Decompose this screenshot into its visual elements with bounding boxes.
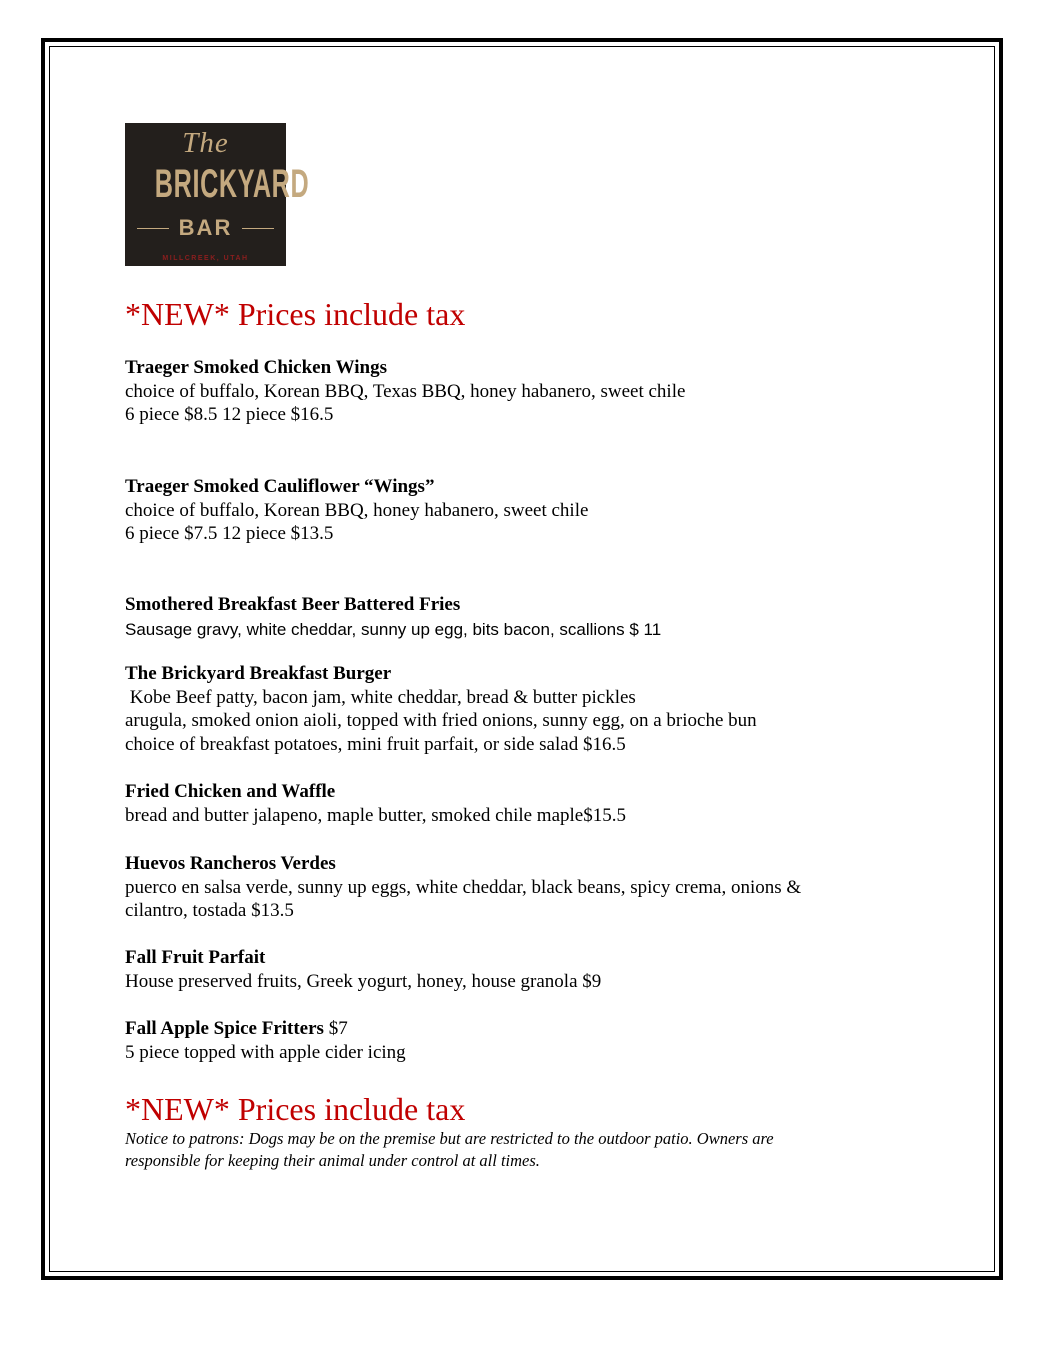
menu-item-name: Fall Fruit Parfait	[125, 947, 266, 968]
menu-item-description: choice of buffalo, Korean BBQ, Texas BBQ, honey habanero, sweet chile	[125, 380, 686, 402]
logo-bar-text: BAR	[178, 215, 233, 240]
logo-name-text: BRICKYARD	[154, 162, 310, 206]
logo-place-text: MILLCREEK, UTAH	[162, 255, 249, 262]
menu-item-price: 6 piece $7.5 12 piece $13.5	[125, 523, 334, 544]
menu-item-description: puerco en salsa verde, sunny up eggs, white cheddar, black beans, spicy crema, onions &	[125, 876, 802, 898]
menu-item-price: $7	[323, 1018, 348, 1039]
prices-heading-top: *NEW* Prices include tax	[125, 296, 466, 332]
menu-item-description: cilantro, tostada $13.5	[125, 900, 294, 921]
menu-item-chicken-waffle	[125, 780, 885, 827]
menu-item-name: Traeger Smoked Chicken Wings	[125, 357, 387, 378]
menu-item-description: bread and butter jalapeno, maple butter, smoked chile maple$15.5	[125, 804, 626, 826]
menu-item-apple-fritters	[125, 1017, 885, 1064]
menu-item-description: 5 piece topped with apple cider icing	[125, 1041, 406, 1063]
logo-script-text: The	[182, 127, 229, 159]
menu-item-description: choice of buffalo, Korean BBQ, honey habanero, sweet chile	[125, 499, 589, 521]
notice-line: Notice to patrons: Dogs may be on the premise but are restricted to the outdoor patio. Owners are	[125, 1129, 774, 1148]
menu-item-breakfast-burger	[125, 662, 885, 756]
menu-item-price: 6 piece $8.5 12 piece $16.5	[125, 404, 334, 425]
menu-item-name: The Brickyard Breakfast Burger	[125, 663, 392, 684]
menu-item-name: Huevos Rancheros Verdes	[125, 853, 336, 874]
menu-item-description: choice of breakfast potatoes, mini fruit parfait, or side salad $16.5	[125, 733, 626, 755]
menu-item-fruit-parfait	[125, 946, 885, 993]
patron-notice	[125, 1128, 885, 1172]
menu-item-description: Kobe Beef patty, bacon jam, white cheddar, bread & butter pickles	[125, 686, 636, 708]
menu-item-name: Fall Apple Spice Fritters	[125, 1018, 324, 1039]
menu-item-huevos-rancheros	[125, 852, 885, 923]
menu-item-description: House preserved fruits, Greek yogurt, honey, house granola $9	[125, 970, 602, 992]
logo-rule-left	[137, 228, 169, 229]
logo-rule-right	[242, 228, 274, 229]
prices-heading-bottom: *NEW* Prices include tax	[125, 1091, 466, 1127]
notice-line: responsible for keeping their animal under control at all times.	[125, 1151, 540, 1170]
menu-item-description: Sausage gravy, white cheddar, sunny up egg, bits bacon, scallions $ 11	[125, 619, 662, 639]
menu-item-cauliflower-wings	[125, 475, 885, 546]
menu-item-name: Fried Chicken and Waffle	[125, 781, 336, 802]
menu-item-name: Smothered Breakfast Beer Battered Fries	[125, 594, 461, 615]
menu-item-breakfast-fries	[125, 593, 885, 642]
brickyard-bar-logo	[125, 123, 310, 266]
menu-item-title-row	[125, 1017, 885, 1041]
menu-item-description: arugula, smoked onion aioli, topped with fried onions, sunny egg, on a brioche bun	[125, 710, 757, 731]
menu-item-name: Traeger Smoked Cauliflower “Wings”	[125, 476, 435, 497]
logo-bar-row	[137, 215, 274, 241]
menu-item-chicken-wings	[125, 356, 885, 427]
